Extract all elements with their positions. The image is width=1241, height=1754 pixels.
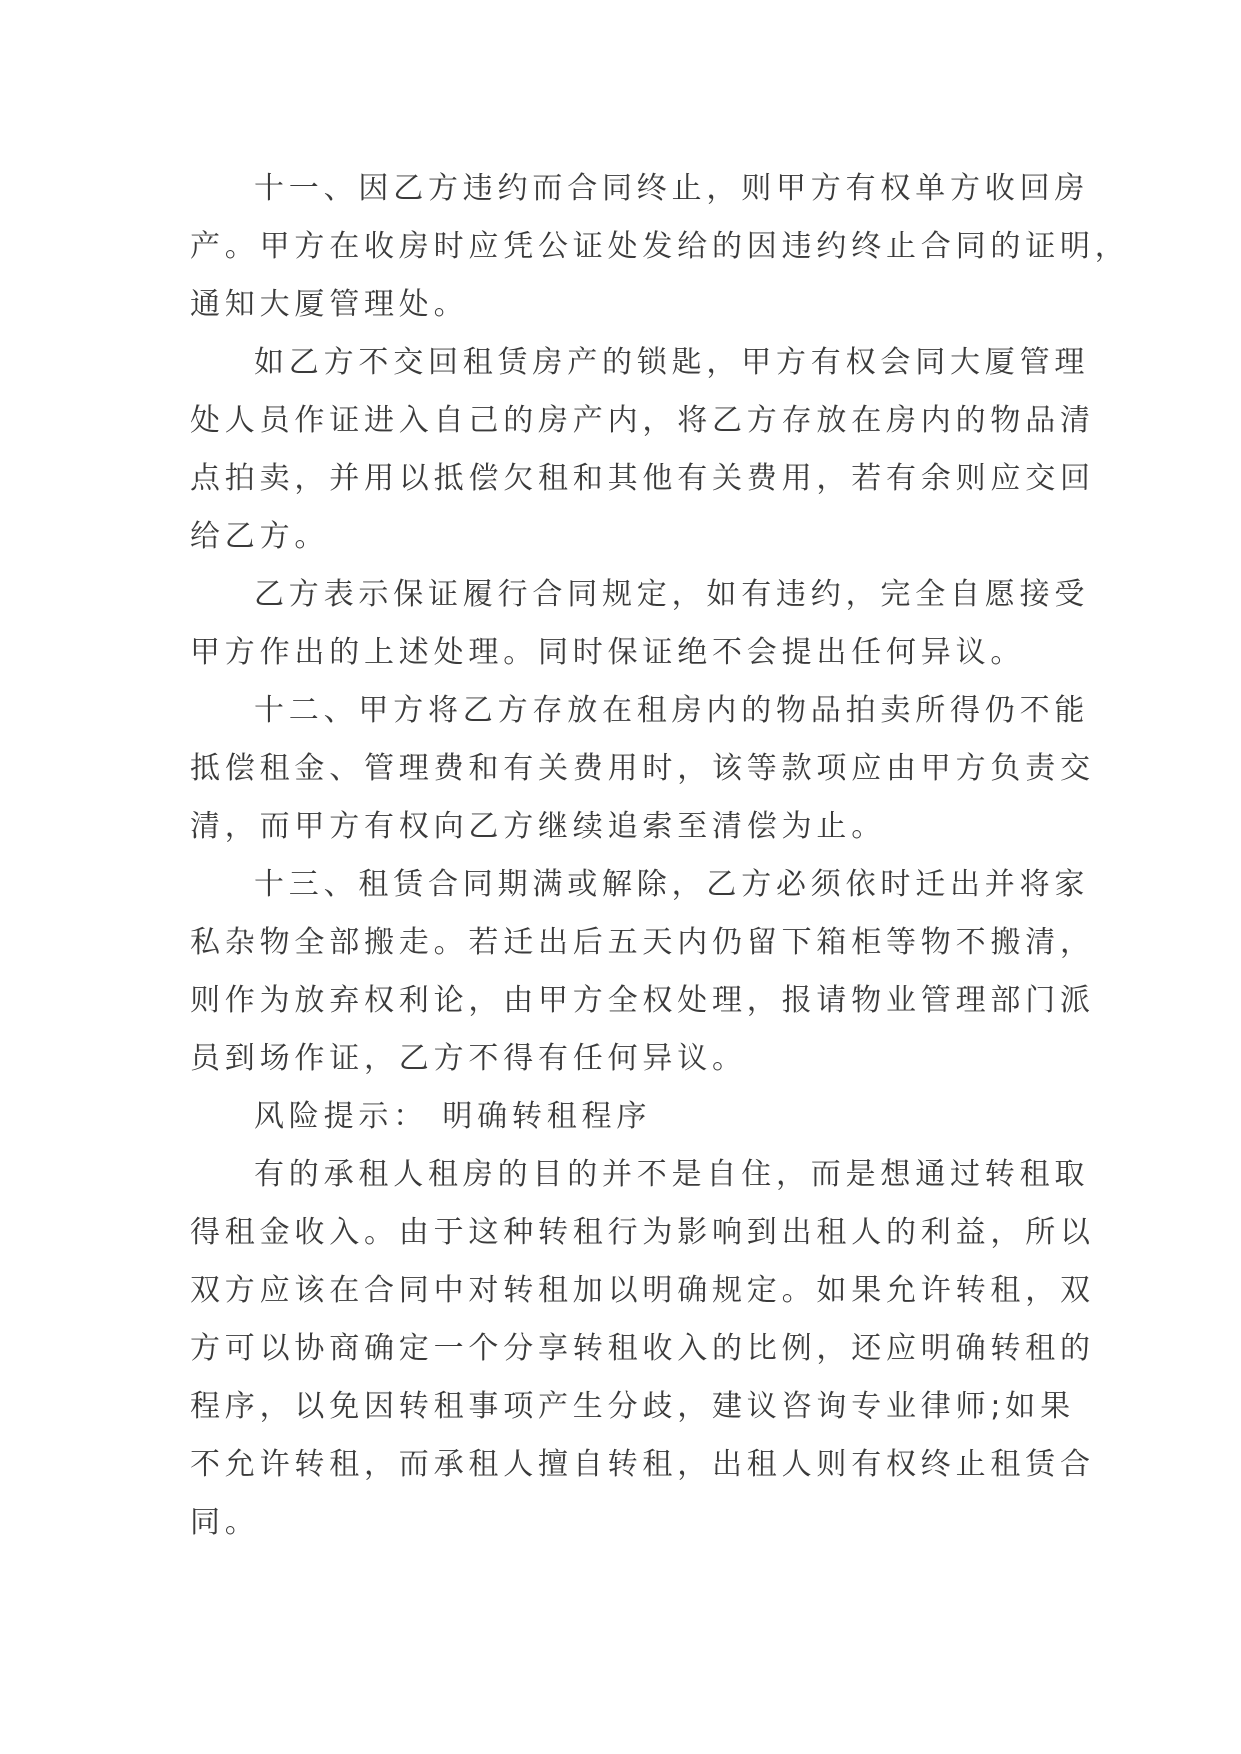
paragraph-line: 产。甲方在收房时应凭公证处发给的因违约终止合同的证明，: [190, 229, 1130, 264]
paragraph-line: 方可以协商确定一个分享转租收入的比例，还应明确转租的: [190, 1331, 1095, 1366]
paragraph-line: 得租金收入。由于这种转租行为影响到出租人的利益，所以: [190, 1215, 1095, 1250]
paragraph-line: 处人员作证进入自己的房产内，将乙方存放在房内的物品清: [190, 403, 1095, 438]
paragraph-line: 给乙方。: [190, 519, 330, 554]
paragraph-line: 程序，以免因转租事项产生分歧，建议咨询专业律师;如果: [190, 1389, 1075, 1424]
paragraph-line: 有的承租人租房的目的并不是自住，而是想通过转租取: [254, 1157, 1090, 1192]
paragraph-line: 私杂物全部搬走。若迁出后五天内仍留下箱柜等物不搬清，: [190, 925, 1095, 960]
paragraph-line: 双方应该在合同中对转租加以明确规定。如果允许转租，双: [190, 1273, 1095, 1308]
paragraph-line: 不允许转租，而承租人擅自转租，出租人则有权终止租赁合: [190, 1447, 1095, 1482]
paragraph-line: 员到场作证，乙方不得有任何异议。: [190, 1041, 747, 1076]
paragraph-line: 抵偿租金、管理费和有关费用时，该等款项应由甲方负责交: [190, 751, 1095, 786]
risk-heading: 风险提示： 明确转租程序: [254, 1099, 652, 1134]
paragraph-line: 则作为放弃权利论，由甲方全权处理，报请物业管理部门派: [190, 983, 1095, 1018]
paragraph-line: 十三、租赁合同期满或解除，乙方必须依时迁出并将家: [254, 867, 1090, 902]
paragraph-line: 清，而甲方有权向乙方继续追索至清偿为止。: [190, 809, 886, 844]
document-body: [190, 160, 1130, 1552]
paragraph-line: 如乙方不交回租赁房产的锁匙，甲方有权会同大厦管理: [254, 345, 1090, 380]
paragraph-line: 甲方作出的上述处理。同时保证绝不会提出任何异议。: [190, 635, 1026, 670]
paragraph-line: 十一、因乙方违约而合同终止，则甲方有权单方收回房: [254, 171, 1090, 206]
paragraph-line: 通知大厦管理处。: [190, 287, 469, 322]
paragraph-line: 乙方表示保证履行合同规定，如有违约，完全自愿接受: [254, 577, 1090, 612]
paragraph-line: 同。: [190, 1505, 260, 1540]
paragraph-line: 十二、甲方将乙方存放在租房内的物品拍卖所得仍不能: [254, 693, 1090, 728]
paragraph-line: 点拍卖，并用以抵偿欠租和其他有关费用，若有余则应交回: [190, 461, 1095, 496]
